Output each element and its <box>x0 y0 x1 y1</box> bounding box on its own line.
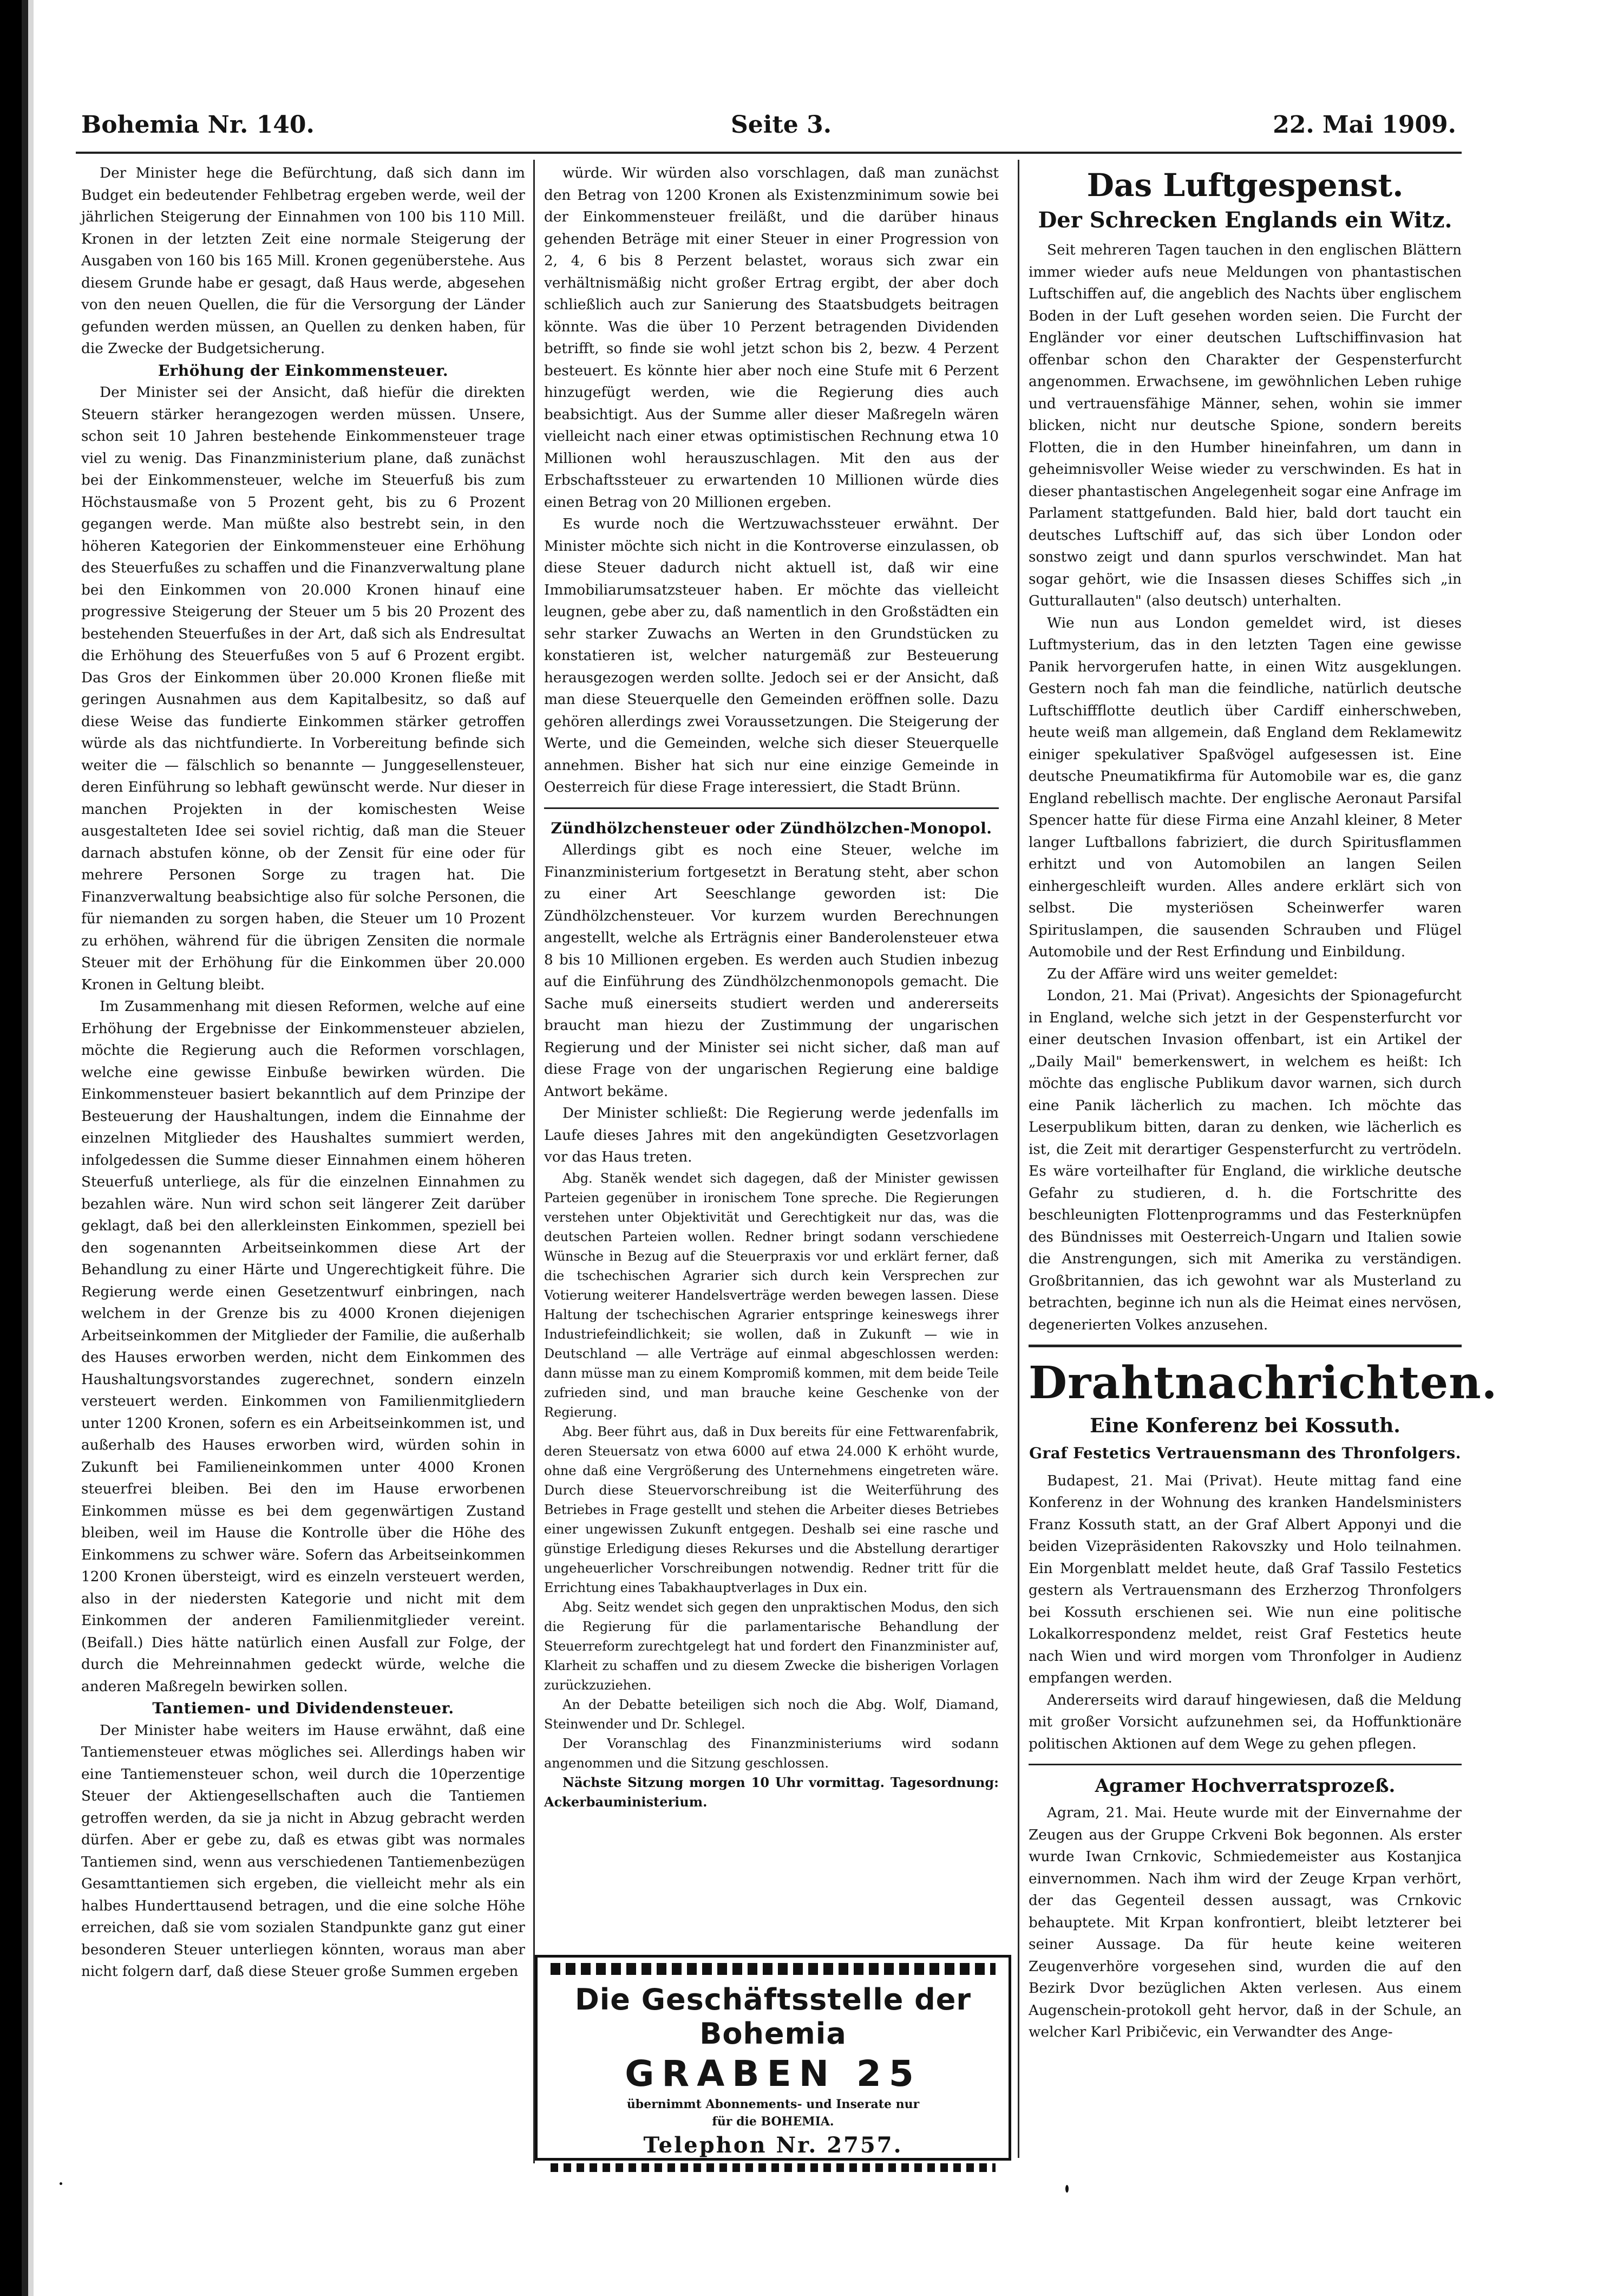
article-paragraph: Es wurde noch die Wertzuwachssteuer erwähnt. Der Minister möchte sich nicht in die Kontroverse einzulassen, ob diese Steuer dadurch nicht aktuell ist, daß wir eine Immobiliarumsatzsteuer haben. Er möchte das vielleicht leugnen, gebe aber zu, daß namentlich in den Großstädten ein sehr starker Zuwachs an Werten in den Grundstücken zu konstatieren ist, welcher naturgemäß zur Besteuerung herausgezogen werden sollte. Jedoch sei er der Ansicht, daß man diese Steuerquelle den Gemeinden eröffnen solle. Dazu gehören allerdings zwei Voraussetzungen. Die Steigerung der Werte, und die Gemeinden, welche sich dieser Steuerquelle annehmen. Bisher hat sich nur eine einzige Gemeinde in Oesterreich für diese Frage interessiert, die Stadt Brünn. <box>544 516 999 795</box>
page-header <box>81 111 1456 149</box>
section-heading: Zündhölzchensteuer oder Zündhölzchen-Monopol. <box>551 819 992 837</box>
article-paragraph: Seit mehreren Tagen tauchen in den englischen Blättern immer wieder aufs neue Meldungen von phantastischen Luftschiffen auf, die angeblich des Nachts über englischem Boden in der Luft gesehen worden seien. Die Furcht der Engländer vor einer deutschen Luftschiffinvasion hat offenbar schon den Charakter der Gespensterfurcht angenommen. Erwachsene, im gewöhnlichen Leben ruhige und vertrauensfähige Männer, sehen, wohin sie immer blicken, nicht nur deutsche Spione, sondern bereits Flotten, die in den Humber hineinfahren, um dann in geheimnisvoller Weise wieder zu verschwinden. Es hat in dieser phantastischen Angelegenheit sogar eine Anfrage im Parlament stattgefunden. Bald hier, bald dort taucht ein deutsches Luftschiff auf, das sich über London oder sonstwo zeigt und dann spurlos verschwindet. Man hat sogar gehört, wie die Insassen dieses Schiffes sich „in Gutturallauten" (also deutsch) unterhalten. <box>1029 242 1462 609</box>
scan-speck <box>60 2182 62 2185</box>
article-paragraph: Agram, 21. Mai. Heute wurde mit der Einvernahme der Zeugen aus der Gruppe Crkveni Bok begonnen. Als erster wurde Iwan Crnkovic, Schmiedemeister aus Kostanjica einvernommen. Nach ihm wird der Zeuge Krpan verhört, der das Gegenteil dessen aussagt, was Crnkovic behauptete. Mit Krpan konfrontiert, bleibt letzterer bei seiner Aussage. Da für heute keine weiteren Zeugenverhöre vorgesehen sind, wurden die auf den Bezirk Dvor bezüglichen Akten verlesen. Aus einem Augenschein-protokoll geht hervor, daß in der Schule, an welcher Karl Pribičevic, ein Verwandter des Ange- <box>1029 1805 1462 2040</box>
article-paragraph: Der Minister hege die Befürchtung, daß sich dann im Budget ein bedeutender Fehlbetrag ergeben werde, weil der jährlichen Steigerung der Einnahmen von 100 bis 110 Mill. Kronen in der letzten Zeit eine normale Steigerung der Ausgaben von 160 bis 165 Mill. Kronen gegenüberstehe. Aus diesem Grunde habe er gesagt, daß Haus werde, abgesehen von den neuen Quellen, die für die Versorgung der Länder gefunden werden müssen, an Quellen zu denken haben, für die Zwecke der Budgetsicherung. <box>81 165 525 357</box>
column-divider <box>533 160 535 2163</box>
article-paragraph: würde. Wir würden also vorschlagen, daß man zunächst den Betrag von 1200 Kronen als Existenzminimum sowie bei der Einkommensteuer freiläßt, und die darüber hinaus gehenden Beträge mit einer Steuer in einer Progression von 2, 4, 6 bis 8 Perzent belastet, woraus sich zwar ein verhältnismäßig nicht großer Ertrag ergibt, der aber doch schließlich auch zur Sanierung des Staatsbudgets beitragen könnte. Was die über 10 Perzent betragenden Dividenden betrifft, so finde sie wohl jetzt schon bis 2, bezw. 4 Perzent besteuert. Es könnte hier aber noch eine Stufe mit 6 Perzent hinzugefügt werden, wie die Regierung dies auch beabsichtigt. Aus der Summe aller dieser Maßregeln wären vielleicht nach einer etwas optimistischen Rechnung etwa 10 Millionen wohl herauszuschlagen. Mit den aus der Erbschaftssteuer zu erwartenden 10 Millionen würde dies einen Betrag von 20 Millionen ergeben. <box>544 165 999 511</box>
article-paragraph: Der Minister sei der Ansicht, daß hiefür die direkten Steuern stärker herangezogen werden müssen. Unsere, schon seit 10 Jahren bestehende Einkommensteuer trage viel zu wenig. Das Finanzministerium plane, daß zunächst bei der Einkommensteuer, welche im Steuerfuß bis zum Höchstausmaße von 5 Prozent geht, bis zu 6 Prozent gegangen werde. Man müßte also bestrebt sein, in den höheren Kategorien der Einkommensteuer eine Erhöhung des Steuerfußes zu schaffen und die Finanzverwaltung plane bei den Einkommen von 20.000 Kronen hinauf eine progressive Steigerung der Steuer um 5 bis 20 Prozent des bestehenden Steuerfußes in der Art, daß sich als Endresultat die Erhöhung des Steuerfußes von 5 auf 6 Prozent ergibt. Das Gros der Einkommen über 20.000 Kronen fließe mit geringen Ausnahmen aus dem Kapitalbesitz, so daß auf diese Weise das fundierte Einkommen stärker getroffen würde als das nichtfundierte. In Vorbereitung befinde sich weiter die — fälschlich so benannte — Junggesellensteuer, deren Einführung so lebhaft gewünscht werde. Nur dieser in manchen Projekten in der komischesten Weise ausgestalteten Idee sei soviel richtig, daß man die Steuer darnach abstufen könne, ob der Zensit für eine oder für mehrere Personen Sorge zu tragen hat. Die Finanzverwaltung beabsichtige also für solche Personen, die für niemanden zu sorgen haben, die Steuer um 10 Prozent zu erhöhen, während für die übrigen Zensiten die normale Steuer mit der Erhöhung für die Einkommen über 20.000 Kronen in Geltung bleibt. <box>81 384 525 993</box>
column-3 <box>1029 162 1498 2134</box>
ad-text: für die BOHEMIA. <box>712 2115 834 2129</box>
advertisement-box <box>535 1955 1011 2161</box>
ad-text: übernimmt Abonnements- und Inserate nur <box>626 2097 920 2111</box>
section-divider <box>1029 1345 1462 1347</box>
scan-speck <box>1065 2185 1069 2193</box>
article-title: Das Luftgespenst. <box>1086 167 1404 204</box>
header-masthead: Bohemia Nr. 140. <box>81 111 315 139</box>
ad-border-dots <box>551 1963 996 1975</box>
article-paragraph: Wie nun aus London gemeldet wird, ist dieses Luftmysterium, das in den letzten Tagen eine gewisse Panik hervorgerufen hatte, in einen Witz ausgeklungen. Gestern noch fah man die feindliche, natürlich deutsche Luftschiffflotte deutlich über Cardiff einherschweben, heute weiß man allgemein, daß England dem Reklamewitz einiger spekulativer Spaßvögel aufgesessen ist. Eine deutsche Pneumatikfirma für Automobile war es, die ganz England rebellisch machte. Der englische Aeronaut Parsifal Spencer hatte für diese Firma eine Anzahl kleiner, 8 Meter langer Luftballons fabriziert, die durch Spiritusflammen erhitzt und von Automobilen an langen Seilen einhergeschleift wurden. Alles andere erklärt sich von selbst. Die mysteriösen Scheinwerfer waren Spirituslampen, die sausenden Schrauben und Flügel Automobile und der Rest Erfindung und Einbildung. <box>1029 615 1462 960</box>
ad-telephone: Telephon Nr. 2757. <box>643 2132 903 2158</box>
article-paragraph: Im Zusammenhang mit diesen Reformen, welche auf eine Erhöhung der Ergebnisse der Einkommensteuer abzielen, möchte die Regierung auch die Reformen vorschlagen, welche eine gewisse Einbuße bewirken würden. Die Einkommensteuer basiert bekanntlich auf dem Prinzipe der Besteuerung der Haushaltungen, indem die Einnahme der einzelnen Mitglieder des Haushaltes summiert werden, infolgedessen die Summe dieser Einnahmen einem höheren Steuerfuß unterliege, als für die einzelnen Einnahmen zu bezahlen wäre. Nun wird schon seit längerer Zeit darüber geklagt, daß bei den allerkleinsten Einkommen, speziell bei den sogenannten Arbeitseinkommen diese Art der Behandlung zu einer Härte und Ungerechtigkeit führe. Die Regierung werde einen Gesetzentwurf einbringen, nach welchem in der Grenze bis zu 4000 Kronen diejenigen Arbeitseinkommen der Mitglieder der Familie, die außerhalb des Hauses erworben werden, nicht dem Einkommen des Haushaltungsvorstandes zugerechnet, sondern einzeln versteuert werden. Einkommen von Familienmitgliedern unter 1200 Kronen, sofern es ein Arbeitseinkommen ist, und außerhalb des Hauses erworben wird, würden sohin in Zukunft bei Familieneinkommen unter 4000 Kronen steuerfrei bleiben. Bei den im Hause erworbenen Einkommen müsse es bei dem gegenwärtigen Zustand bleiben, weil im Hause die Kontrolle über die Höhe des Einkommens zu schwer wäre. Sofern das Arbeitseinkommen 1200 Kronen übersteigt, wird es einzeln versteuert werden, also in der niedersten Kategorie und nicht mit dem Einkommen der anderen Familienmitglieder vereint. (Beifall.) Dies hätte natürlich einen Ausfall zur Folge, der durch die Mehreinnahmen gedeckt würde, welche die anderen Maßregeln bewirken sollen. <box>81 999 525 1695</box>
column-1 <box>81 162 525 1980</box>
article-paragraph: Nächste Sitzung morgen 10 Uhr vormittag. Tagesordnung: Ackerbauministerium. <box>544 1774 999 1810</box>
section-title-drahtnachrichten: Drahtnachrichten. <box>1029 1357 1498 1409</box>
article-paragraph: An der Debatte beteiligen sich noch die Abg. Wolf, Diamand, Steinwender und Dr. Schlegel. <box>544 1697 999 1732</box>
header-rule <box>76 152 1462 154</box>
article-paragraph: Zu der Affäre wird uns weiter gemeldet: <box>1047 966 1338 982</box>
header-page-number: Seite 3. <box>731 111 832 139</box>
article-paragraph: Der Minister schließt: Die Regierung werde jedenfalls im Laufe dieses Jahres mit den angekündigten Gesetzvorlagen vor das Haus treten. <box>544 1105 999 1165</box>
news-heading: Agramer Hochverratsprozeß. <box>1095 1775 1396 1797</box>
section-divider <box>544 807 999 809</box>
ad-border-dots <box>551 2163 996 2172</box>
column-divider <box>1018 160 1019 2158</box>
news-subheading: Graf Festetics Vertrauensmann des Thronfolgers. <box>1029 1444 1461 1462</box>
header-date: 22. Mai 1909. <box>1273 111 1456 139</box>
column-2 <box>544 162 999 1944</box>
article-subtitle: Der Schrecken Englands ein Witz. <box>1038 207 1452 233</box>
article-paragraph: Der Minister habe weiters im Hause erwähnt, daß eine Tantiemensteuer etwas mögliches sei. Allerdings haben wir eine Tantiemensteuer schon, weil durch die 10perzentige Steuer der Aktiengesellschaften auch die Tantiemen getroffen werden, da sie ja nicht in Abzug gebracht werden dürfen. Aber er gebe zu, daß es etwas gibt was normales Tantiemen sind, wenn aus verschiedenen Tantiemenbezügen Gesamttantiemen sich ergeben, die vielleicht mehr als ein halbes Hunderttausend betragen, und die eine solche Höhe erreichen, daß sie vom sozialen Standpunkte ganz gut einer besonderen Steuer unterliegen könnten, woraus man aber nicht folgern darf, daß diese Steuer große Summen ergeben <box>81 1722 525 1980</box>
ad-address: GRABEN 25 <box>625 2053 921 2095</box>
scan-left-edge <box>0 0 34 2296</box>
article-paragraph: Abg. Seitz wendet sich gegen den unpraktischen Modus, den sich die Regierung für die parlamentarische Behandlung der Steuerreform zurechtgelegt hat und fordert den Finanzminister auf, Klarheit zu schaffen und zu diesem Zwecke die bisherigen Vorlagen zurückzuziehen. <box>544 1599 999 1693</box>
section-divider <box>1029 1764 1462 1765</box>
article-paragraph: London, 21. Mai (Privat). Angesichts der Spionagefurcht in England, welche sich jetzt in der Gespensterfurcht vor einer deutschen Invasion offenbart, ist ein Artikel der „Daily Mail" bemerkenswert, in welchem es heißt: Ich möchte das englische Publikum davor warnen, sich durch eine Panik lächerlich zu machen. Ich möchte das Leserpublikum bitten, daran zu denken, wie lächerlich es ist, die Zeit mit derartiger Gespensterfurcht zu vertrödeln. Es wäre vorteilhafter für England, die wirkliche deutsche Gefahr zu studieren, d. h. die Fortschritte des beschleunigten Flottenprogramms und das Festerknüpfen des Bündnisses mit Oesterreich-Ungarn und Italien sowie die Anstrengungen, sich mit Amerika zu verständigen. Großbritannien, das ich gewohnt war als Musterland zu betrachten, beginne ich nun als die Heimat eines nervösen, degenerierten Volkes anzusehen. <box>1029 988 1462 1333</box>
article-paragraph: Budapest, 21. Mai (Privat). Heute mittag fand eine Konferenz in der Wohnung des kranken Handelsministers Franz Kossuth statt, an der Graf Albert Apponyi und die beiden Vizepräsidenten Rakovszky und Holo teilnahmen. Ein Morgenblatt meldet heute, daß Graf Tassilo Festetics gestern als Vertrauensmann des Erzherzog Thronfolgers bei Kossuth erschienen sei. Wie nun eine politische Lokalkorrespondenz meldet, reist Graf Festetics heute nach Wien und wird morgen vom Thronfolger in Audienz empfangen werden. <box>1029 1472 1462 1686</box>
section-heading: Erhöhung der Einkommensteuer. <box>158 361 449 380</box>
section-heading: Tantiemen- und Dividendensteuer. <box>152 1699 454 1717</box>
article-paragraph: Allerdings gibt es noch eine Steuer, welche im Finanzministerium fortgesetzt in Beratung steht, aber schon zu einer Art Seeschlange geworden ist: Die Zündhölzchensteuer. Vor kurzem wurden Berechnungen angestellt, welche als Erträgnis einer Banderolensteuer etwa 8 bis 10 Millionen ergeben. Es werden auch Studien inbezug auf die Einführung des Zündhölzchenmonopols gemacht. Die Sache muß einerseits studiert werden und andererseits braucht man hiezu der Zustimmung der ungarischen Regierung und der Minister sei nicht sicher, daß man auf diese Frage von der ungarischen Regierung eine baldige Antwort bekäme. <box>544 842 999 1100</box>
news-heading: Eine Konferenz bei Kossuth. <box>1090 1414 1400 1437</box>
article-paragraph: Der Voranschlag des Finanzministeriums wird sodann angenommen und die Sitzung geschlossen. <box>544 1736 999 1771</box>
article-paragraph: Abg. Beer führt aus, daß in Dux bereits für eine Fettwarenfabrik, deren Steuersatz von etwa 6000 auf etwa 24.000 K erhöht wurde, ohne daß eine Vergrößerung des Unternehmens eingetreten wäre. Durch diese Steuervorschreibung ist die Weiterführung des Betriebes in Frage gestellt und stehen die Arbeiter dieses Betriebes einer ungewissen Zukunft entgegen. Deshalb sei eine rasche und günstige Erledigung dieses Rekurses und die Abstellung derartiger ungeheuerlicher Vorschreibungen notwendig. Redner tritt für die Errichtung eines Tabakhauptverlages in Dux ein. <box>544 1424 999 1595</box>
article-paragraph: Abg. Staněk wendet sich dagegen, daß der Minister gewissen Parteien gegenüber in ironischem Tone spreche. Die Regierungen verstehen unter Objektivität und Gerechtigkeit nur das, was die deutschen Parteien wollen. Redner bringt sodann verschiedene Wünsche in Bezug auf die Steuerpraxis vor und erklärt ferner, daß die tschechischen Agrarier sich durch kein Versprechen zur Votierung weiterer Handelsverträge werden bewegen lassen. Diese Haltung der tschechischen Agrarier entspringe keineswegs ihrer Industriefeindlichkeit; sie wollen, daß in Zukunft — wie in Deutschland — alle Verträge auf einmal abgeschlossen werden: dann müsse man zu einem Kompromiß kommen, mit dem beide Teile zufrieden sind, und man brauche keine Geschenke von der Regierung. <box>544 1170 999 1420</box>
ad-headline: Die Geschäftsstelle der Bohemia <box>574 1982 972 2051</box>
article-paragraph: Andererseits wird darauf hingewiesen, daß die Meldung mit großer Vorsicht aufzunehmen sei, da Hoffunktionäre politischen Aktionen auf dem Wege zu gehen pflegen. <box>1029 1692 1462 1752</box>
